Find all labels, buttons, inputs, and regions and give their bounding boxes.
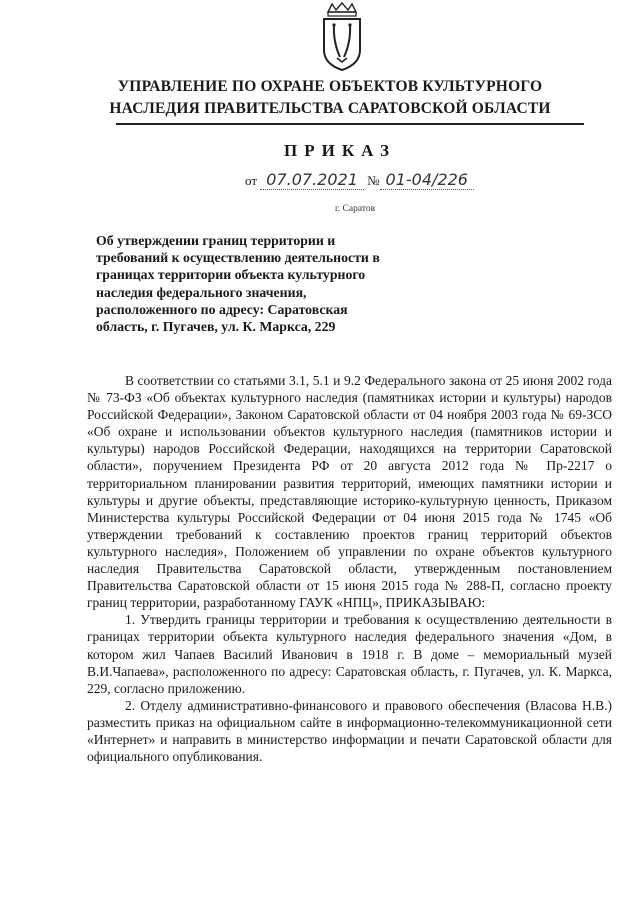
order-body (87, 372, 612, 765)
header-divider (116, 123, 584, 125)
order-title: ПРИКАЗ (284, 141, 396, 160)
order-city: г. Саратов (334, 204, 376, 214)
number-label: № (367, 173, 380, 188)
header-line-2: НАСЛЕДИЯ ПРАВИТЕЛЬСТВА САРАТОВСКОЙ ОБЛАСТИ (109, 100, 551, 117)
body-paragraph-3: 2. Отделу административно-финансового и правового обеспечения (Власова Н.В.) разместить приказ на официальном сайте в информационно-телекоммуникационной сети «Интернет» и направить в министерство информации и печати Саратовской области для официального опубликования. (87, 697, 612, 765)
coat-of-arms-icon (320, 2, 364, 72)
body-paragraph-2: 1. Утвердить границы территории и требования к осуществлению деятельности в границах территории объекта культурного наследия федерального значения «Дом, в котором жил Чапаев Василий Иванович в 1918 г. В доме – мемориальный музей В.И.Чапаева», расположенного по адресу: Саратовская область, г. Пугачев, ул. К. Маркса, 229, согласно приложению. (87, 612, 612, 696)
order-date-number (245, 170, 474, 190)
order-number: 01-04/226 (380, 170, 474, 190)
order-date: 07.07.2021 (260, 170, 364, 190)
header-line-1: УПРАВЛЕНИЕ ПО ОХРАНЕ ОБЪЕКТОВ КУЛЬТУРНОГО (117, 78, 543, 95)
body-paragraph-1: В соответствии со статьями 3.1, 5.1 и 9.2 Федерального закона от 25 июня 2002 года № 73-ФЗ «Об объектах культурного наследия (памятниках истории и культуры) народов Российской Федерации», Законом Саратовской области от 04 ноября 2003 года № 69-ЗСО «Об охране и использовании объектов культурного наследия (памятников истории и культуры) народов Российской Федерации, находящихся на территории Саратовской области», поручением Президента РФ от 20 августа 2012 года № Пр-2217 о территориальном планировании развития территорий, имеющих памятники истории и культуры и другие объекты, представляющие историко-культурную ценность, Приказом Министерства культуры Российской Федерации от 04 июня 2015 года № 1745 «Об утверждении требований к составлению проектов границ территорий объектов культурного наследия», Положением об управлении по охране объектов культурного наследия Правительства Саратовской области, утвержденным постановлением Правительства Саратовской области от 15 июня 2015 года № 288-П, согласно проекту границ территории, разработанному ГАУК «НПЦ», ПРИКАЗЫВАЮ: (87, 373, 612, 611)
agency-header (60, 76, 600, 120)
order-subject: Об утверждении границ территории и требований к осуществлению деятельности в границах территории объекта культурного наследия федерального значения, расположенного по адресу: Саратовская область, г. Пугачев, ул. К. Маркса, 229 (96, 233, 380, 335)
from-label: от (245, 173, 258, 188)
